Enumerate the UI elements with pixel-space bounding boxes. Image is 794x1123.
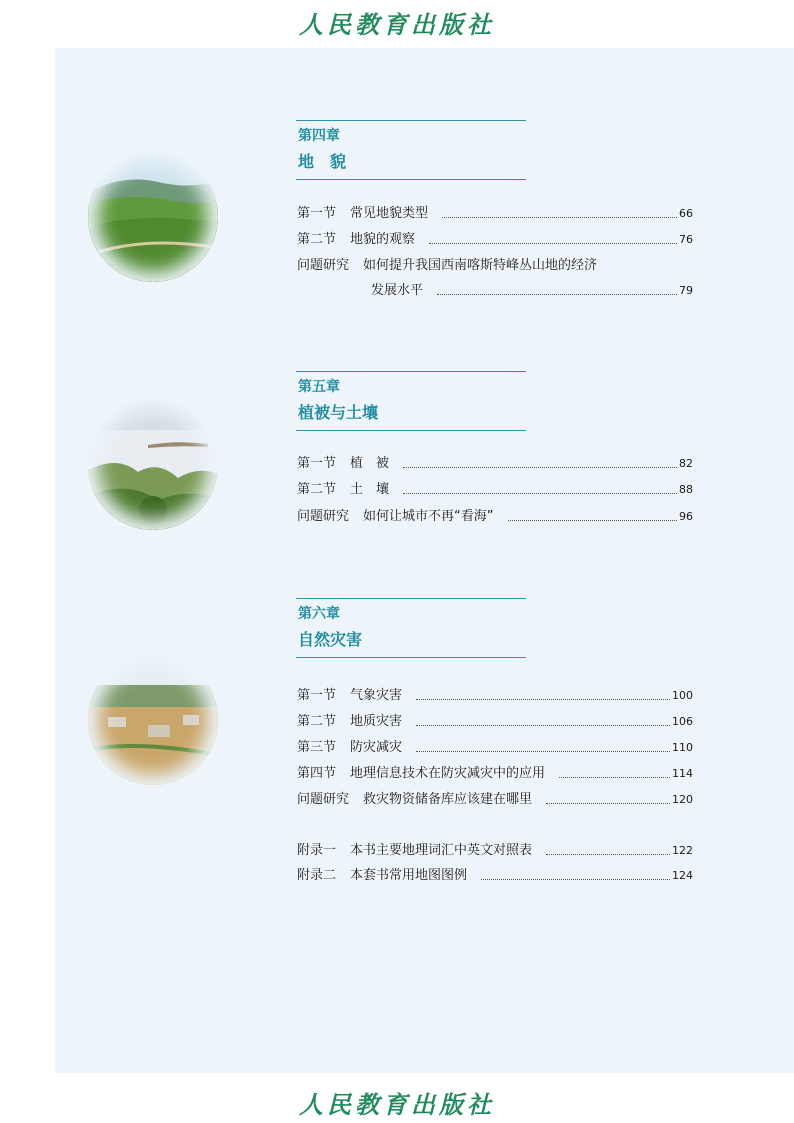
grassland-mountain-image	[88, 152, 218, 282]
dot-leader	[546, 853, 670, 855]
section-title: 救灾物资储备库应该建在哪里	[363, 792, 533, 807]
page-number: 76	[679, 233, 693, 246]
page-number: 110	[672, 741, 693, 754]
toc-entry[interactable]	[297, 480, 693, 500]
section-title: 发展水平	[371, 283, 424, 298]
toc-entry[interactable]	[297, 738, 693, 758]
appendix-number: 附录二	[297, 868, 337, 883]
flooded-village-image	[88, 655, 218, 785]
section-title: 防灾减灾	[350, 740, 403, 755]
toc-appendix[interactable]	[297, 866, 693, 886]
dot-leader	[416, 698, 670, 700]
chapter-number: 第四章	[298, 128, 340, 144]
section-number: 第二节	[297, 714, 337, 729]
forest-mist-image	[88, 400, 218, 530]
section-title: 土 壤	[350, 482, 390, 497]
page-number: 66	[679, 207, 693, 220]
chapter-title: 地 貌	[298, 152, 347, 171]
section-number: 第三节	[297, 740, 337, 755]
page-number: 82	[679, 457, 693, 470]
section-title: 植 被	[350, 456, 390, 471]
section-title: 地貌的观察	[350, 232, 416, 247]
section-number: 第一节	[297, 456, 337, 471]
chapter-5-photo	[88, 400, 218, 530]
section-number: 问题研究	[297, 258, 350, 273]
page-number: 122	[672, 844, 693, 857]
toc-entry[interactable]	[297, 712, 693, 732]
page-number: 106	[672, 715, 693, 728]
dot-leader	[481, 878, 670, 880]
toc-entry[interactable]	[297, 686, 693, 706]
dot-leader	[416, 724, 670, 726]
dot-leader	[416, 750, 670, 752]
section-number: 问题研究	[297, 792, 350, 807]
chapter-title: 自然灾害	[298, 630, 363, 649]
section-number: 第二节	[297, 482, 337, 497]
chapter-4-header	[296, 120, 526, 180]
section-number: 第一节	[297, 688, 337, 703]
section-title: 如何提升我国西南喀斯特峰丛山地的经济	[363, 258, 598, 273]
dot-leader	[508, 519, 678, 521]
page-number: 96	[679, 510, 693, 523]
chapter-number: 第六章	[298, 606, 340, 622]
chapter-4-photo	[88, 152, 218, 282]
page-number: 100	[672, 689, 693, 702]
page-number: 88	[679, 483, 693, 496]
section-title: 常见地貌类型	[350, 206, 429, 221]
section-title: 地质灾害	[350, 714, 403, 729]
appendix-number: 附录一	[297, 843, 337, 858]
chapter-5-header	[296, 371, 526, 431]
publisher-logo-top: 人民教育出版社	[299, 10, 495, 39]
page-number: 114	[672, 767, 693, 780]
divider	[296, 179, 526, 180]
section-number: 问题研究	[297, 509, 350, 524]
toc-entry[interactable]	[297, 204, 693, 224]
toc-entry-continued[interactable]	[297, 281, 693, 301]
chapter-6-photo	[88, 655, 218, 785]
section-number: 第二节	[297, 232, 337, 247]
toc-entry[interactable]	[297, 454, 693, 474]
section-title: 气象灾害	[350, 688, 403, 703]
dot-leader	[403, 466, 677, 468]
dot-leader	[403, 492, 677, 494]
divider	[296, 430, 526, 431]
page-number: 124	[672, 869, 693, 882]
dot-leader	[559, 776, 670, 778]
toc-entry[interactable]	[297, 764, 693, 784]
appendix-title: 本套书常用地图图例	[350, 868, 468, 883]
page-number: 79	[679, 284, 693, 297]
chapter-number: 第五章	[298, 379, 340, 395]
dot-leader	[429, 242, 677, 244]
dot-leader	[546, 802, 670, 804]
divider	[296, 657, 526, 658]
section-number: 第一节	[297, 206, 337, 221]
toc-entry[interactable]	[297, 230, 693, 250]
toc-entry[interactable]	[297, 790, 693, 810]
toc-appendix[interactable]	[297, 841, 693, 861]
page-number: 120	[672, 793, 693, 806]
section-title: 如何让城市不再“看海”	[363, 509, 494, 524]
publisher-logo-bottom: 人民教育出版社	[299, 1090, 495, 1119]
dot-leader	[442, 216, 677, 218]
section-number: 第四节	[297, 766, 337, 781]
chapter-6-header	[296, 598, 526, 658]
section-title: 地理信息技术在防灾减灾中的应用	[350, 766, 546, 781]
toc-entry[interactable]	[297, 256, 693, 276]
chapter-title: 植被与土壤	[298, 403, 379, 422]
dot-leader	[437, 293, 677, 295]
toc-entry[interactable]	[297, 507, 693, 527]
appendix-title: 本书主要地理词汇中英文对照表	[350, 843, 533, 858]
